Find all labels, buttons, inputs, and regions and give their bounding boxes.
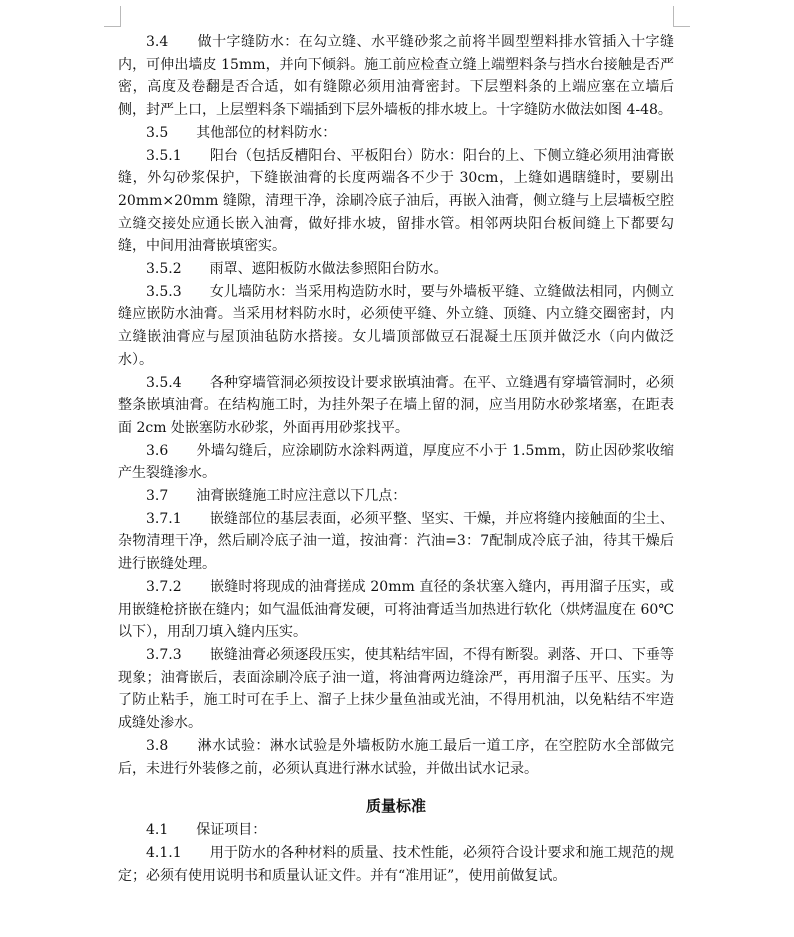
- paragraph-3-7-2: 3.7.2 嵌缝时将现成的油膏搓成 20mm 直径的条状塞入缝内，再用溜子压实，或用嵌缝枪挤嵌在缝内；如气温低油膏发硬，可将油膏适当加热进行软化（烘烤温度在 60℃以下），用刮刀填入缝内压实。: [118, 578, 674, 641]
- paragraph-3-7-3: 3.7.3 嵌缝油膏必须逐段压实，使其粘结牢固，不得有断裂。剥落、开口、下垂等现象；油膏嵌后，表面涂刷冷底子油一道，将油膏两边缝涂严，再用溜子压平、压实。为了防止粘手，施工时可在手上、溜子上抹少量鱼油或光油，不得用机油，以免粘结不牢造成缝处渗水。: [118, 646, 674, 732]
- paragraph-4-1-1: 4.1.1 用于防水的各种材料的质量、技术性能，必须符合设计要求和施工规范的规定；必须有使用说明书和质量认证文件。并有“准用证”，使用前做复试。: [118, 844, 674, 884]
- paragraph-4-1: 4.1 保证项目：: [146, 822, 267, 839]
- paragraph-3-5-2: 3.5.2 雨罩、遮阳板防水做法参照阳台防水。: [146, 261, 448, 278]
- paragraph-3-4: 3.4 做十字缝防水：在勾立缝、水平缝砂浆之前将半圆型塑料排水管插入十字缝内，可伸出墙皮 15mm，并向下倾斜。施工前应检查立缝上端塑料条与挡水台接触是否严密，高度及卷翻是否合适，如有缝隙必须用油膏密封。下层塑料条的上端应塞在立墙后侧，封严上口，上层塑料条下端插到下层外墙板的排水坡上。十字缝防水做法如图 4-48。: [118, 34, 674, 119]
- paragraph-3-5-1: 3.5.1 阳台（包括反槽阳台、平板阳台）防水：阳台的上、下侧立缝必须用油膏嵌缝，外勾砂浆保护，下缝嵌油膏的长度两端各不少于 30cm，上缝如遇瞎缝时，要剔出 20mm×20mm 缝隙，清理干净，涂刷冷底子油后，再嵌入油膏，侧立缝与上层墙板空腔立缝交接处应通长嵌入油膏，做好排水坡，留排水管。相邻两块阳台板间缝上下都要勾缝，中间用油膏嵌填密实。: [118, 147, 679, 255]
- paragraph-3-5: 3.5 其他部位的材料防水：: [146, 124, 337, 141]
- paragraph-3-5-4: 3.5.4 各种穿墙管洞必须按设计要求嵌填油膏。在平、立缝遇有穿墙管洞时，必须整条嵌填油膏。在结构施工时，为挂外架子在墙上留的洞，应当用防水砂浆堵塞，在距表面 2cm 处嵌塞防水砂浆，外面再用砂浆找平。: [118, 374, 674, 436]
- paragraph-3-5-3: 3.5.3 女儿墙防水：当采用构造防水时，要与外墙板平缝、立缝做法相同，内侧立缝应嵌防水油膏。当采用材料防水时，必须使平缝、外立缝、顶缝、内立缝交圈密封，内立缝嵌油膏应与屋顶油毡防水搭接。女儿墙顶部做豆石混凝土压顶并做泛水（向内做泛水）。: [118, 283, 674, 368]
- paragraph-3-8: 3.8 淋水试验：淋水试验是外墙板防水施工最后一道工序，在空腔防水全部做完后，未进行外装修之前，必须认真进行淋水试验，并做出试水记录。: [118, 737, 674, 777]
- paragraph-3-6: 3.6 外墙勾缝后，应涂刷防水涂料两道，厚度应不小于 1.5mm，防止因砂浆收缩产生裂缝渗水。: [118, 442, 674, 482]
- paragraph-3-7: 3.7 油膏嵌缝施工时应注意以下几点：: [146, 488, 407, 505]
- paragraph-3-7-1: 3.7.1 嵌缝部位的基层表面，必须平整、坚实、干燥，并应将缝内接触面的尘土、杂物清理干净，然后刷冷底子油一道，按油膏：汽油=3：7配制成冷底子油，待其干燥后进行嵌缝处理。: [118, 510, 674, 573]
- section-heading: 质量标准: [365, 797, 426, 816]
- page-margin-mark-top-right: [673, 6, 690, 27]
- document-body: [118, 31, 679, 887]
- page-margin-mark-top-left: [104, 6, 121, 27]
